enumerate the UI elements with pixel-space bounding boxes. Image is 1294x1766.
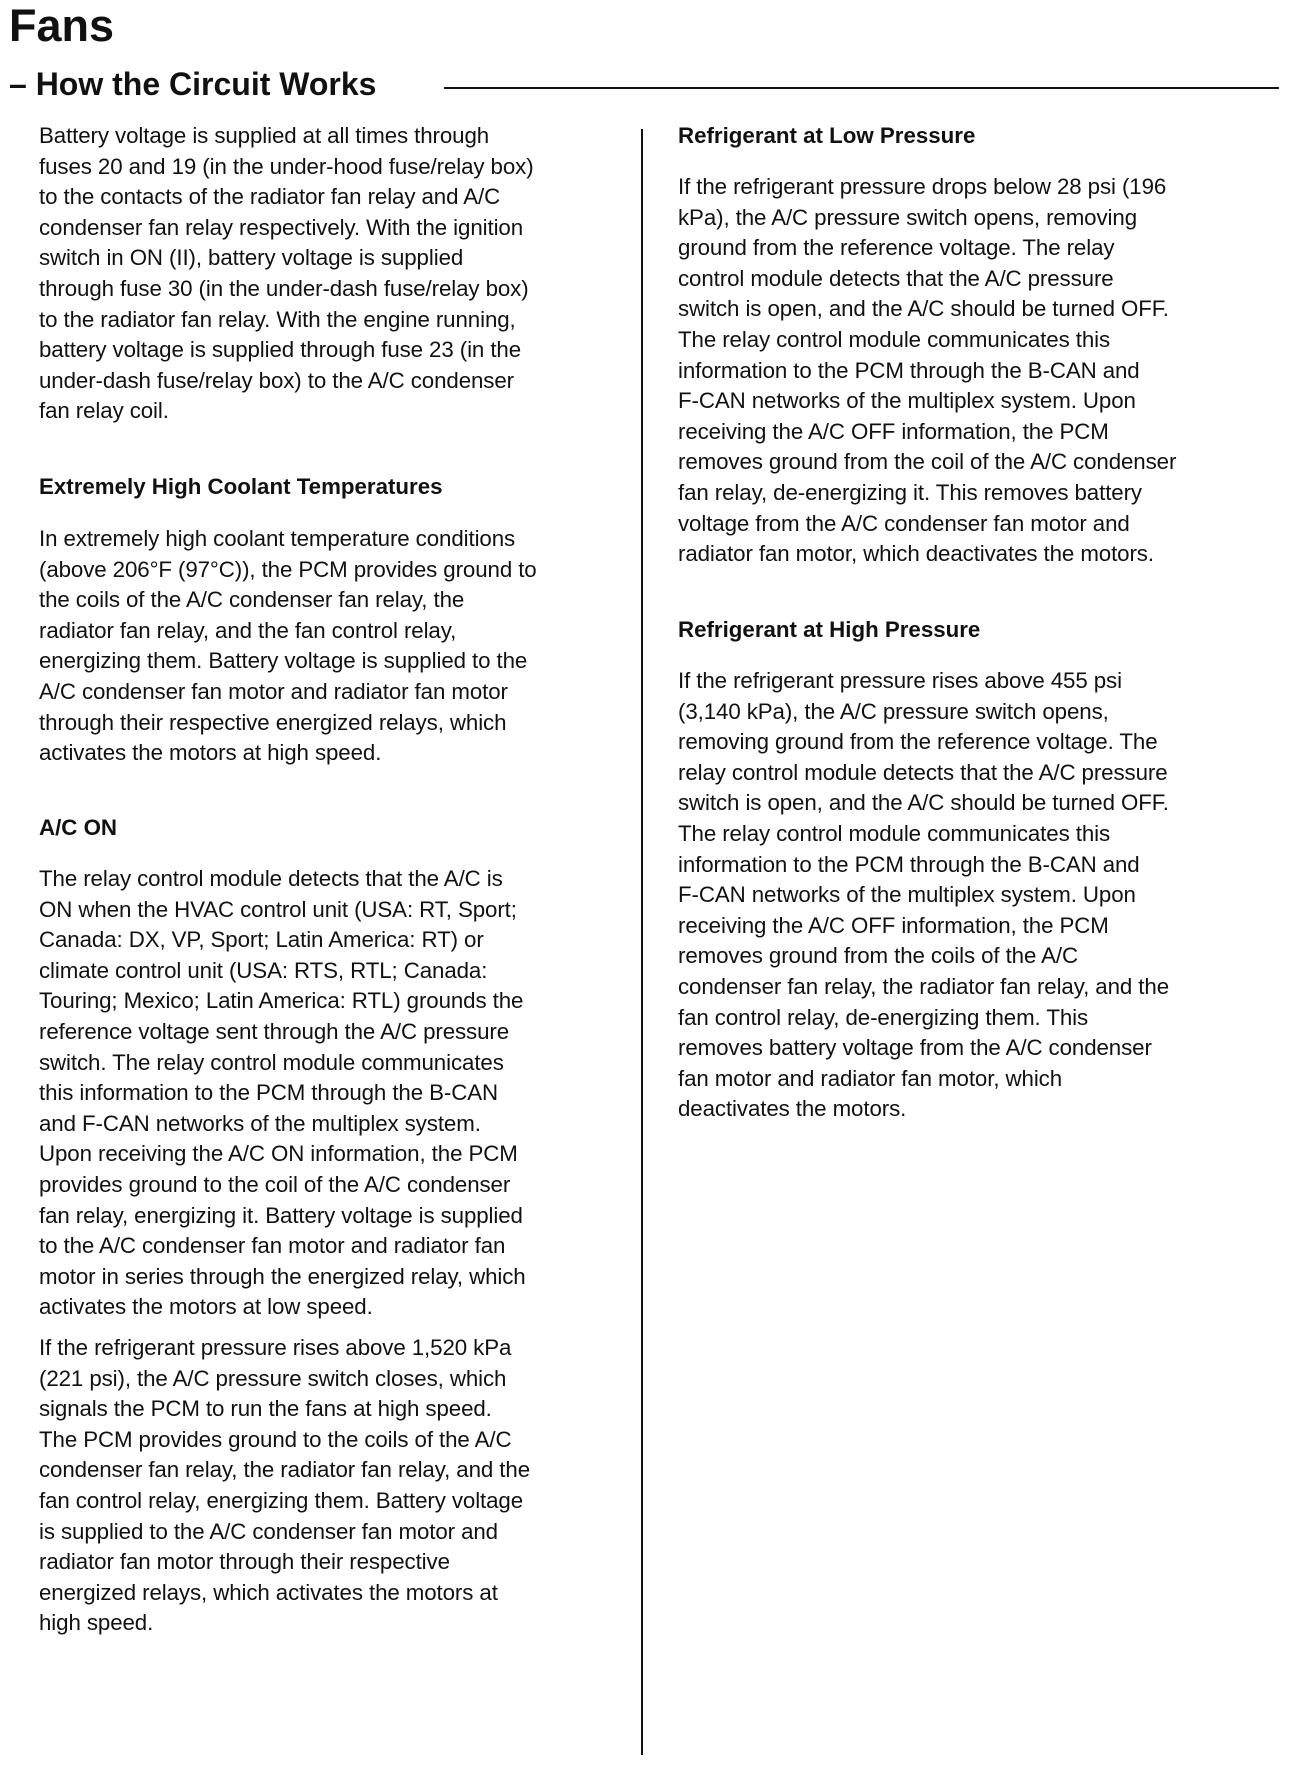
paragraph-ac-on <box>39 864 526 1323</box>
text-line: ON when the HVAC control unit (USA: RT, Sport; <box>39 896 517 922</box>
text-line: radiator fan relay, and the fan control relay, <box>39 617 457 643</box>
heading-high-pressure: Refrigerant at High Pressure <box>678 617 981 642</box>
text-line: to the contacts of the radiator fan relay and A/C <box>39 184 501 210</box>
text-line: (above 206°F (97°C)), the PCM provides ground to <box>39 556 537 582</box>
text-line: (221 psi), the A/C pressure switch closes, which <box>39 1365 507 1391</box>
text-line: relay control module detects that the A/C pressure <box>678 759 1168 785</box>
heading-ac-on: A/C ON <box>39 815 118 840</box>
text-line: kPa), the A/C pressure switch opens, removing <box>678 204 1137 230</box>
header-rule <box>444 87 1279 89</box>
text-line: radiator fan motor, which deactivates the motors. <box>678 541 1154 567</box>
text-line: condenser fan relay respectively. With the ignition <box>39 214 524 240</box>
text-line: condenser fan relay, the radiator fan relay, and the <box>39 1457 531 1483</box>
text-line: under-dash fuse/relay box) to the A/C condenser <box>39 367 514 393</box>
heading-high-coolant: Extremely High Coolant Temperatures <box>39 474 443 499</box>
paragraph-high-coolant <box>39 524 537 769</box>
text-line: removes ground from the coils of the A/C <box>678 943 1079 969</box>
text-line: Touring; Mexico; Latin America: RTL) grounds the <box>39 988 524 1014</box>
text-line: If the refrigerant pressure rises above 1,520 kPa <box>39 1335 512 1360</box>
text-line: The PCM provides ground to the coils of the A/C <box>39 1426 512 1452</box>
text-line: In extremely high coolant temperature conditions <box>39 526 516 551</box>
text-line: deactivates the motors. <box>678 1096 907 1122</box>
paragraph-battery-supply <box>39 121 534 427</box>
text-line: energized relays, which activates the motors at <box>39 1579 498 1605</box>
text-line: to the radiator fan relay. With the engine running, <box>39 306 516 332</box>
text-line: radiator fan motor through their respective <box>39 1549 450 1575</box>
text-line: information to the PCM through the B-CAN and <box>678 851 1140 877</box>
page-title: Fans <box>9 0 115 51</box>
text-line: fan control relay, energizing them. Battery voltage <box>39 1487 524 1513</box>
text-line: The relay control module communicates this <box>678 326 1111 352</box>
paragraph-low-pressure <box>678 172 1176 570</box>
text-line: fan relay, energizing it. Battery voltage is supplied <box>39 1202 523 1228</box>
text-line: receiving the A/C OFF information, the PCM <box>678 418 1109 444</box>
text-line: climate control unit (USA: RTS, RTL; Canada: <box>39 957 488 983</box>
text-line: If the refrigerant pressure drops below 28 psi (196 <box>678 174 1167 199</box>
text-line: removing ground from the reference voltage. The <box>678 729 1158 755</box>
text-line: F-CAN networks of the multiplex system. Upon <box>678 388 1136 414</box>
text-line: fan control relay, de-energizing them. This <box>678 1004 1089 1030</box>
text-line: Upon receiving the A/C ON information, the PCM <box>39 1141 518 1167</box>
text-line: switch. The relay control module communicates <box>39 1049 504 1075</box>
text-line: Canada: DX, VP, Sport; Latin America: RT) or <box>39 927 484 953</box>
text-line: Battery voltage is supplied at all times through <box>39 123 490 148</box>
text-line: information to the PCM through the B-CAN and <box>678 357 1140 383</box>
text-line: A/C condenser fan motor and radiator fan motor <box>39 678 508 704</box>
text-line: removes ground from the coil of the A/C condenser <box>678 449 1177 475</box>
text-line: fan relay, de-energizing it. This removes battery <box>678 479 1142 505</box>
text-line: ground from the reference voltage. The relay <box>678 235 1115 261</box>
column-divider <box>641 129 643 1755</box>
text-line: is supplied to the A/C condenser fan motor and <box>39 1518 498 1544</box>
text-line: activates the motors at low speed. <box>39 1294 373 1320</box>
text-line: If the refrigerant pressure rises above 455 psi <box>678 668 1122 693</box>
text-line: fuses 20 and 19 (in the under-hood fuse/relay box) <box>39 153 534 179</box>
paragraph-high-speed <box>39 1333 530 1639</box>
text-line: switch is open, and the A/C should be turned OFF. <box>678 790 1169 816</box>
heading-low-pressure: Refrigerant at Low Pressure <box>678 123 976 148</box>
text-line: through fuse 30 (in the under-dash fuse/relay box) <box>39 275 529 301</box>
text-line: reference voltage sent through the A/C pressure <box>39 1018 510 1044</box>
text-line: switch in ON (II), battery voltage is supplied <box>39 245 464 271</box>
text-line: condenser fan relay, the radiator fan relay, and the <box>678 973 1170 999</box>
text-line: motor in series through the energized relay, which <box>39 1263 526 1289</box>
text-line: fan relay coil. <box>39 398 169 424</box>
text-line: and F-CAN networks of the multiplex system. <box>39 1110 481 1136</box>
text-line: activates the motors at high speed. <box>39 740 382 766</box>
text-line: battery voltage is supplied through fuse 23 (in the <box>39 337 522 363</box>
text-line: the coils of the A/C condenser fan relay, the <box>39 587 465 613</box>
text-line: receiving the A/C OFF information, the PCM <box>678 912 1109 938</box>
text-line: F-CAN networks of the multiplex system. Upon <box>678 882 1136 908</box>
text-line: switch is open, and the A/C should be turned OFF. <box>678 296 1169 322</box>
text-line: The relay control module communicates this <box>678 820 1111 846</box>
text-line: energizing them. Battery voltage is supplied to the <box>39 648 528 674</box>
text-line: removes battery voltage from the A/C condenser <box>678 1035 1152 1061</box>
text-line: The relay control module detects that the A/C is <box>39 866 503 891</box>
text-line: signals the PCM to run the fans at high speed. <box>39 1396 492 1422</box>
text-line: (3,140 kPa), the A/C pressure switch opens, <box>678 698 1109 724</box>
text-line: to the A/C condenser fan motor and radiator fan <box>39 1233 506 1259</box>
section-title: – How the Circuit Works <box>9 66 377 102</box>
text-line: this information to the PCM through the B-CAN <box>39 1080 498 1106</box>
text-line: control module detects that the A/C pressure <box>678 265 1114 291</box>
text-line: voltage from the A/C condenser fan motor and <box>678 510 1130 536</box>
text-line: through their respective energized relays, which <box>39 709 507 735</box>
paragraph-high-pressure <box>678 666 1169 1125</box>
text-line: provides ground to the coil of the A/C condenser <box>39 1171 511 1197</box>
text-line: fan motor and radiator fan motor, which <box>678 1065 1063 1091</box>
text-line: high speed. <box>39 1610 154 1636</box>
